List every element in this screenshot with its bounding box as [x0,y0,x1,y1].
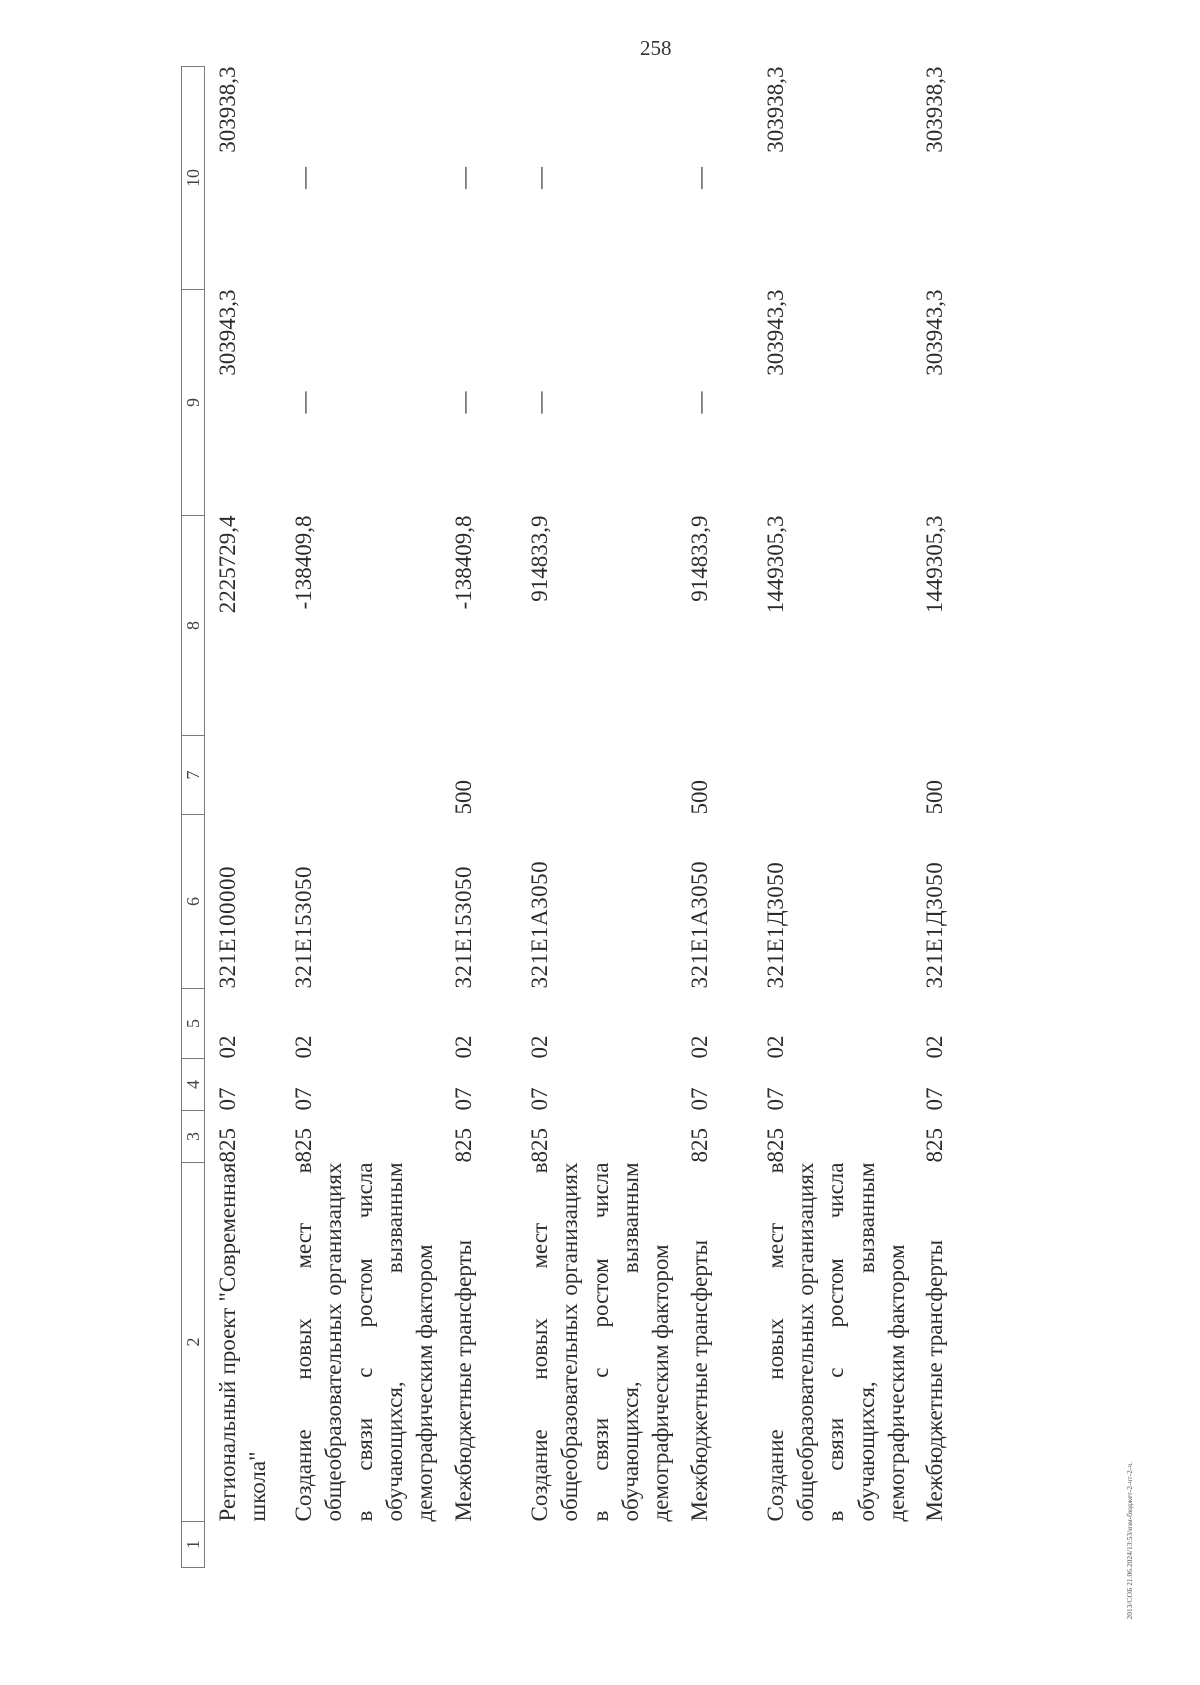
table-row [441,67,517,1568]
item-name-cell: Межбюджетные трансферты [686,1239,712,1522]
item-name-cell: Создание новых мест в общеобразовательных организациях в связи с ростом числа обучающихся, вызванным демографическим фактором [762,1162,910,1522]
table-row [677,67,753,1568]
ministry-code-cell: 825 [450,1128,476,1163]
ministry-code-cell: 825 [215,1128,240,1163]
amount-cell-col8: -138409,8 [291,515,316,610]
amount-cell-col9: — [686,391,712,414]
section-code-cell: 07 [762,1087,788,1111]
expense-type-cell [517,736,677,815]
item-name-cell: Создание новых мест в общеобразовательных организациях в связи с ростом числа обучающихся, вызванным демографическим фактором [526,1162,674,1522]
row-number-cell [753,1522,913,1568]
row-number-cell [677,1522,753,1568]
item-name-cell: Межбюджетные трансферты [922,1239,948,1522]
amount-cell-col10: — [450,167,476,189]
target-article-cell: 321Е153050 [291,865,316,989]
amount-cell-col9: — [526,391,552,414]
amount-cell-col10: 303938,3 [762,66,788,153]
amount-cell-col10: — [686,167,712,189]
subsection-code-cell: 02 [291,1035,316,1059]
subsection-code-cell: 02 [526,1035,552,1059]
amount-cell-col10: — [291,167,316,189]
item-name-cell: Создание новых мест в общеобразовательных организациях в связи с ростом числа обучающихся, вызванным демографическим фактором [291,1162,438,1522]
amount-cell-col9: — [450,391,476,414]
column-header: 4 [182,1059,205,1111]
column-header: 6 [182,815,205,989]
ministry-code-cell: 825 [922,1128,948,1163]
section-code-cell: 07 [922,1087,948,1111]
row-number-cell [912,1522,988,1568]
amount-cell-col9: 303943,3 [215,289,240,376]
amount-cell-col10: — [526,167,552,189]
table-row [912,67,988,1568]
column-header: 3 [182,1111,205,1163]
table-row [205,67,282,1568]
column-header: 2 [182,1163,205,1522]
amount-cell-col9: — [291,391,316,414]
header-row [182,67,205,1568]
subsection-code-cell: 02 [762,1035,788,1059]
amount-cell-col9: 303943,3 [762,289,788,376]
ministry-code-cell: 825 [291,1128,316,1163]
subsection-code-cell: 02 [215,1035,240,1059]
target-article-cell: 321Е1Д3050 [762,861,788,989]
budget-table-rotated [181,66,1051,1568]
column-header: 10 [182,67,205,290]
target-article-cell: 321Е100000 [215,865,240,989]
target-article-cell: 321Е1А3050 [686,860,712,989]
amount-cell-col10: 303938,3 [215,66,240,153]
amount-cell-col8: -138409,8 [450,515,476,610]
target-article-cell: 321Е153050 [450,865,476,989]
column-header: 9 [182,290,205,516]
subsection-code-cell: 02 [922,1035,948,1059]
amount-cell-col8: 914833,9 [686,515,712,602]
table-row [281,67,441,1568]
budget-table [181,66,988,1568]
ministry-code-cell: 825 [526,1128,552,1163]
column-header: 7 [182,736,205,815]
column-header: 1 [182,1522,205,1568]
table-row [753,67,913,1568]
section-code-cell: 07 [526,1087,552,1111]
ministry-code-cell: 825 [762,1128,788,1163]
subsection-code-cell: 02 [686,1035,712,1059]
expense-type-cell: 500 [922,780,948,815]
amount-cell-col8: 1449305,3 [922,515,948,614]
amount-cell-col9: 303943,3 [922,289,948,376]
section-code-cell: 07 [686,1087,712,1111]
item-name-cell: Межбюджетные трансферты [450,1239,476,1522]
table-row [517,67,677,1568]
column-header: 8 [182,516,205,736]
expense-type-cell [281,736,441,815]
row-number-cell [517,1522,677,1568]
document-footer-note: 2013/СОБ 21.06.2024/13:53/изм-бюджет-2-чт-2-ч. [1125,1462,1134,1620]
row-number-cell [205,1522,282,1568]
item-name-cell: Региональный проект "Современная школа" [215,1162,271,1522]
expense-type-cell: 500 [686,780,712,815]
row-number-cell [281,1522,441,1568]
section-code-cell: 07 [450,1087,476,1111]
expense-type-cell [205,736,282,815]
amount-cell-col10: 303938,3 [922,66,948,153]
section-code-cell: 07 [291,1087,316,1111]
section-code-cell: 07 [215,1087,240,1111]
target-article-cell: 321Е1Д3050 [922,861,948,989]
amount-cell-col8: 2225729,4 [215,515,240,614]
target-article-cell: 321Е1А3050 [526,860,552,989]
expense-type-cell [753,736,913,815]
subsection-code-cell: 02 [450,1035,476,1059]
ministry-code-cell: 825 [686,1128,712,1163]
page-number: 258 [640,36,672,60]
amount-cell-col8: 914833,9 [526,515,552,602]
row-number-cell [441,1522,517,1568]
column-header: 5 [182,989,205,1059]
amount-cell-col8: 1449305,3 [762,515,788,614]
expense-type-cell: 500 [450,780,476,815]
